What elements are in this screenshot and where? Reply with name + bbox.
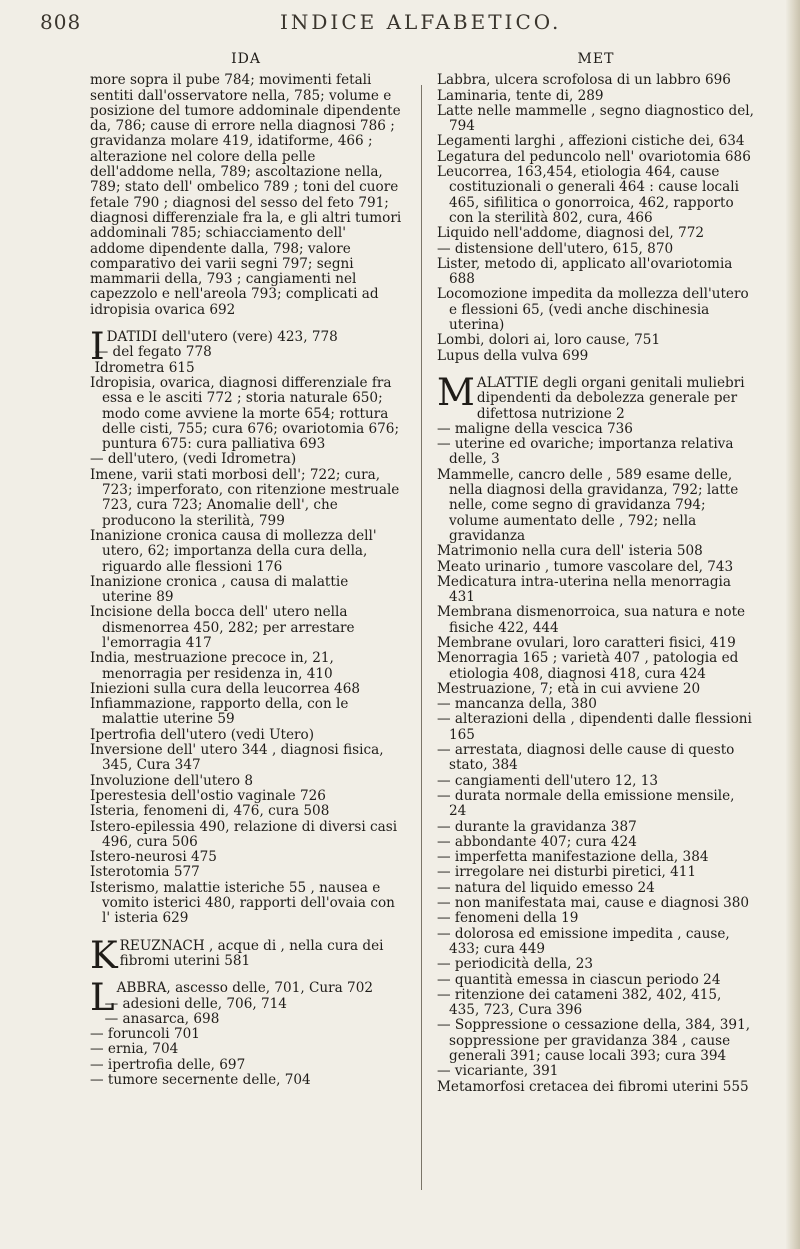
- index-entry: — ernia, 704: [90, 1041, 179, 1058]
- index-entry: Ipertrofia dell'utero (vedi Utero): [90, 726, 315, 743]
- index-entry: Leucorrea, 163,454, etiologia 464, cause costituzionali o generali 464 : cause locali 465, sifilitica o gonorroica, 462, rapporto con la sterilità 802, cura, 466: [437, 164, 739, 226]
- right-column: [437, 52, 755, 1095]
- index-entry: — non manifestata mai, cause e diagnosi 380: [437, 895, 750, 912]
- index-entry: Isteria, fenomeni di, 476, cura 508: [90, 803, 330, 820]
- index-entry: — mancanza della, 380: [437, 696, 597, 713]
- index-entry: Liquido nell'addome, diagnosi del, 772: [437, 225, 705, 242]
- index-entry: Lupus della vulva 699: [437, 347, 589, 364]
- index-entry: — uterine ed ovariche; importanza relativa delle, 3: [437, 436, 734, 468]
- index-entry: DATIDI dell'utero (vere) 423, 778: [106, 329, 338, 346]
- index-entry: Infiammazione, rapporto della, con le malattie uterine 59: [90, 696, 349, 728]
- right-column-head: MET: [577, 51, 615, 67]
- index-entry: Istero-neurosi 475: [90, 849, 217, 866]
- index-entry: — arrestata, diagnosi delle cause di questo stato, 384: [437, 742, 735, 774]
- index-entry: — ritenzione dei catameni 382, 402, 415, 435, 723, Cura 396: [437, 986, 722, 1019]
- index-entry: Labbra, ulcera scrofolosa di un labbro 696: [437, 72, 731, 89]
- section-initial: M: [437, 370, 475, 414]
- index-entry: — fenomeni della 19: [437, 910, 579, 927]
- index-entry: — tumore secernente delle, 704: [90, 1072, 311, 1088]
- index-entry: Istero-epilessia 490, relazione di diversi casi 496, cura 506: [90, 818, 398, 850]
- running-title: INDICE ALFABETICO.: [280, 10, 562, 34]
- page-edge-shadow: [786, 0, 800, 1249]
- index-entry: — distensione dell'utero, 615, 870: [437, 240, 674, 257]
- index-entry: ALATTIE degli organi genitali muliebri dipendenti da debolezza generale per difettosa nutrizione 2: [476, 374, 745, 422]
- index-entry: — alterazioni della , dipendenti dalle flessioni 165: [437, 711, 752, 743]
- index-entry: Involuzione dell'utero 8: [90, 772, 253, 789]
- index-entry: — durante la gravidanza 387: [437, 818, 637, 835]
- index-entry: — foruncoli 701: [90, 1026, 200, 1043]
- index-entry: — natura del liquido emesso 24: [437, 879, 655, 896]
- page-header: [0, 10, 800, 40]
- index-entry: Idropisia, ovarica, diagnosi differenziale fra essa e le asciti 772 ; storia naturale 650; modo come avviene la morte 654; rottura delle cisti, 755; cura 676; ovariotomia 676; puntura 675: cura palliativa 693: [90, 374, 400, 453]
- index-entry: Metamorfosi cretacea dei fibromi uterini 555: [437, 1078, 749, 1095]
- index-entry: Meato urinario , tumore vascolare del, 743: [437, 558, 734, 575]
- index-entry: Medicatura intra-uterina nella menorragia 431: [437, 573, 731, 606]
- index-entry: Mammelle, cancro delle , 589 esame delle, nella diagnosi della gravidanza, 792; latte nelle, come segno di gravidanza 794; volume aumentato delle , 792; nella gravidanza: [437, 466, 739, 544]
- index-entry: India, mestruazione precoce in, 21, menorragia per residenza in, 410: [90, 650, 334, 682]
- index-entry: — periodicità della, 23: [437, 956, 594, 973]
- index-entry: Imene, varii stati morbosi dell'; 722; cura, 723; imperforato, con ritenzione mestruale 723, cura 723; Anomalie dell', che producono la sterilità, 799: [90, 466, 400, 529]
- index-entry: ABBRA, ascesso delle, 701, Cura 702: [116, 980, 374, 997]
- index-entry: — irregolare nei disturbi piretici, 411: [437, 864, 697, 881]
- section-i: [90, 325, 402, 927]
- section-k: [90, 933, 402, 977]
- index-entry: Incisione della bocca dell' utero nella dismenorrea 450, 282; per arrestare l'emorragia 417: [90, 604, 355, 651]
- left-column: [90, 52, 402, 1088]
- index-entry: Idrometra 615: [94, 359, 195, 376]
- continued-entry: more sopra il pube 784; movimenti fetali sentiti dall'osservatore nella, 785; volume e posizione del tumore addominale dipendente da, 786; cause di errore nella diagnosi 786 ; gravidanza molare 419, idatiforme, 466 ; alterazione nel colore della pelle dell'addome nella, 789; ascoltazione nella, 789; stato dell' ombelico 789 ; toni del cuore fetale 790 ; diagnosi del sesso del feto 791; diagnosi differenziale fra la, e gli altri tumori addominali 785; schiacciamento dell' addome dipendente dalla, 798; valore comparativo dei varii segni 797; segni mammarii della, 793 ; cangiamenti nel capezzolo e nell'areola 793; complicati ad idropisia ovarica 692: [90, 72, 402, 318]
- index-entry: — adesioni delle, 706, 714: [104, 995, 287, 1012]
- index-entry: Lombi, dolori ai, loro cause, 751: [437, 332, 661, 349]
- left-column-head: IDA: [231, 51, 261, 67]
- index-entry: — quantità emessa in ciascun periodo 24: [437, 971, 721, 988]
- index-entry: — durata normale della emissione mensile, 24: [437, 787, 735, 820]
- index-entry: Inanizione cronica , causa di malattie uterine 89: [90, 573, 349, 606]
- index-entry: — maligne della vescica 736: [437, 420, 633, 437]
- index-entry: — imperfetta manifestazione della, 384: [437, 849, 709, 866]
- index-entry: — del fegato 778: [94, 344, 212, 361]
- index-entry: Matrimonio nella cura dell' isteria 508: [437, 543, 703, 560]
- section-l: [90, 976, 402, 1088]
- index-entry: — ipertrofia delle, 697: [90, 1056, 246, 1073]
- page-number: 808: [40, 10, 82, 34]
- index-entry: Legamenti larghi , affezioni cistiche dei, 634: [437, 133, 745, 150]
- index-entry: Membrane ovulari, loro caratteri fisici, 419: [437, 634, 736, 651]
- section-m: [437, 370, 755, 1095]
- section-initial: K: [90, 933, 118, 977]
- index-entry: Latte nelle mammelle , segno diagnostico del, 794: [437, 102, 754, 135]
- index-entry: — anasarca, 698: [104, 1010, 220, 1027]
- index-entry: Inversione dell' utero 344 , diagnosi fisica, 345, Cura 347: [90, 742, 384, 774]
- index-entry: Isterotomia 577: [90, 864, 200, 881]
- index-entry: Iperestesia dell'ostio vaginale 726: [90, 787, 326, 804]
- index-entry: Isterismo, malattie isteriche 55 , nausea e vomito isterici 480, rapporti dell'ovaia con l' isteria 629: [90, 879, 395, 927]
- index-entry: — dell'utero, (vedi Idrometra): [90, 451, 297, 468]
- section-initial: I: [90, 325, 105, 369]
- section-initial: L: [90, 976, 115, 1020]
- index-entry: REUZNACH , acque di , nella cura dei fibromi uterini 581: [119, 937, 384, 969]
- index-entry: — Soppressione o cessazione della, 384, 391, soppressione per gravidanza 384 , cause generali 391; cause locali 393; cura 394: [437, 1017, 751, 1064]
- index-entry: Locomozione impedita da mollezza dell'utero e flessioni 65, (vedi anche dischinesia uterina): [437, 286, 749, 334]
- index-entry: — abbondante 407; cura 424: [437, 833, 637, 850]
- index-entry: — dolorosa ed emissione impedita , cause, 433; cura 449: [437, 925, 730, 957]
- index-entry: Laminaria, tente di, 289: [437, 87, 604, 104]
- index-entry: — cangiamenti dell'utero 12, 13: [437, 772, 659, 789]
- index-entry: Mestruazione, 7; età in cui avviene 20: [437, 680, 701, 697]
- index-entry: Iniezioni sulla cura della leucorrea 468: [90, 680, 361, 697]
- index-entry: Legatura del peduncolo nell' ovariotomia 686: [437, 148, 751, 165]
- index-entry: Membrana dismenorroica, sua natura e note fisiche 422, 444: [437, 604, 746, 636]
- index-entry: — vicariante, 391: [437, 1063, 559, 1080]
- index-entry: Menorragia 165 ; varietà 407 , patologia ed etiologia 408, diagnosi 418, cura 424: [437, 650, 739, 682]
- column-divider: [421, 85, 422, 1190]
- index-entry: Inanizione cronica causa di mollezza dell' utero, 62; importanza della cura della, riguardo alle flessioni 176: [90, 527, 377, 575]
- index-entry: Lister, metodo di, applicato all'ovariotomia 688: [437, 255, 733, 288]
